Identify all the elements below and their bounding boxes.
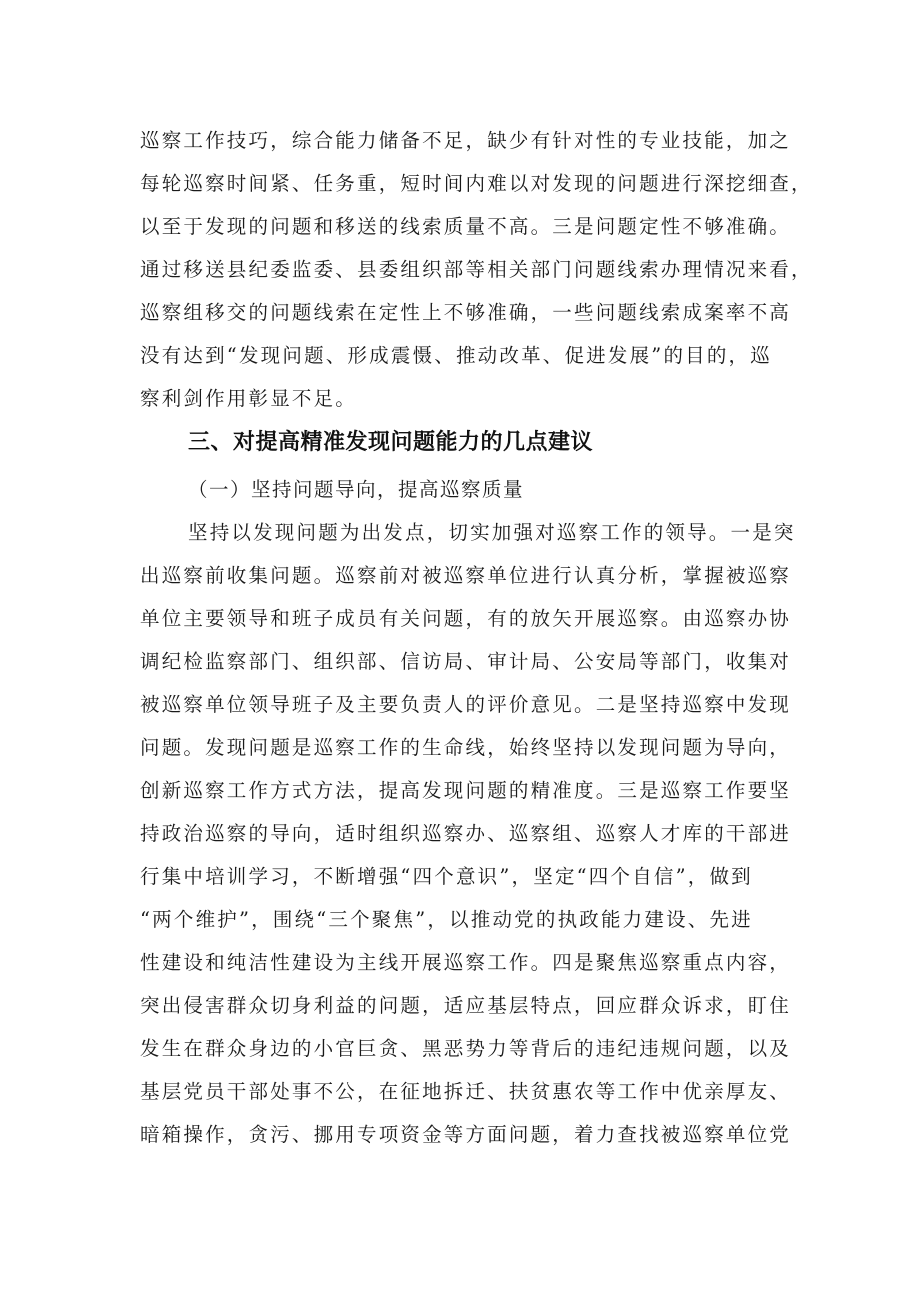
paragraph-line: 持政治巡察的导向，适时组织巡察办、巡察组、巡察人才库的干部进 xyxy=(140,822,792,845)
paragraph-line: 基层党员干部处事不公，在征地拆迁、扶贫惠农等工作中优亲厚友、 xyxy=(140,1080,792,1103)
paragraph-line: 发生在群众身边的小官巨贪、黑恶势力等背后的违纪违规问题，以及 xyxy=(140,1037,792,1060)
paragraph-line: 巡察工作技巧，综合能力储备不足，缺少有针对性的专业技能，加之 xyxy=(140,129,792,152)
paragraph-line: 行集中培训学习，不断增强“四个意识”，坚定“四个自信”，做到 xyxy=(140,865,753,888)
paragraph-line: 性建设和纯洁性建设为主线开展巡察工作。四是聚焦巡察重点内容， xyxy=(140,951,792,974)
paragraph-line: “两个维护”，围绕“三个聚焦”，以推动党的执政能力建设、先进 xyxy=(140,908,753,931)
paragraph-line: 没有达到“发现问题、形成震慑、推动改革、促进发展”的目的，巡 xyxy=(140,344,772,367)
paragraph-line: 坚持以发现问题为出发点，切实加强对巡察工作的领导。一是突 xyxy=(188,521,796,544)
section-heading: 三、对提高精准发现问题能力的几点建议 xyxy=(188,430,594,455)
paragraph-line: 单位主要领导和班子成员有关问题，有的放矢开展巡察。由巡察办协 xyxy=(140,607,792,630)
paragraph-line: 察利剑作用彰显不足。 xyxy=(140,387,358,410)
paragraph-line: 每轮巡察时间紧、任务重，短时间内难以对发现的问题进行深挖细查， xyxy=(140,172,813,195)
paragraph-line: 暗箱操作，贪污、挪用专项资金等方面问题，着力查找被巡察单位党 xyxy=(140,1123,792,1146)
paragraph-line: 创新巡察工作方式方法，提高发现问题的精准度。三是巡察工作要坚 xyxy=(140,779,792,802)
paragraph-line: 通过移送县纪委监委、县委组织部等相关部门问题线索办理情况来看， xyxy=(140,258,813,281)
paragraph-line: 问题。发现问题是巡察工作的生命线，始终坚持以发现问题为导向， xyxy=(140,736,792,759)
paragraph-line: 被巡察单位领导班子及主要负责人的评价意见。二是坚持巡察中发现 xyxy=(140,693,792,716)
paragraph-line: 巡察组移交的问题线索在定性上不够准确，一些问题线索成案率不高 xyxy=(140,301,792,324)
paragraph-line: 调纪检监察部门、组织部、信访局、审计局、公安局等部门，收集对 xyxy=(140,650,792,673)
subsection-heading: （一）坚持问题导向，提高巡察质量 xyxy=(188,478,525,501)
paragraph-line: 以至于发现的问题和移送的线索质量不高。三是问题定性不够准确。 xyxy=(140,215,792,238)
paragraph-line: 突出侵害群众切身利益的问题，适应基层特点，回应群众诉求，盯住 xyxy=(140,994,792,1017)
paragraph-line: 出巡察前收集问题。巡察前对被巡察单位进行认真分析，掌握被巡察 xyxy=(140,564,792,587)
